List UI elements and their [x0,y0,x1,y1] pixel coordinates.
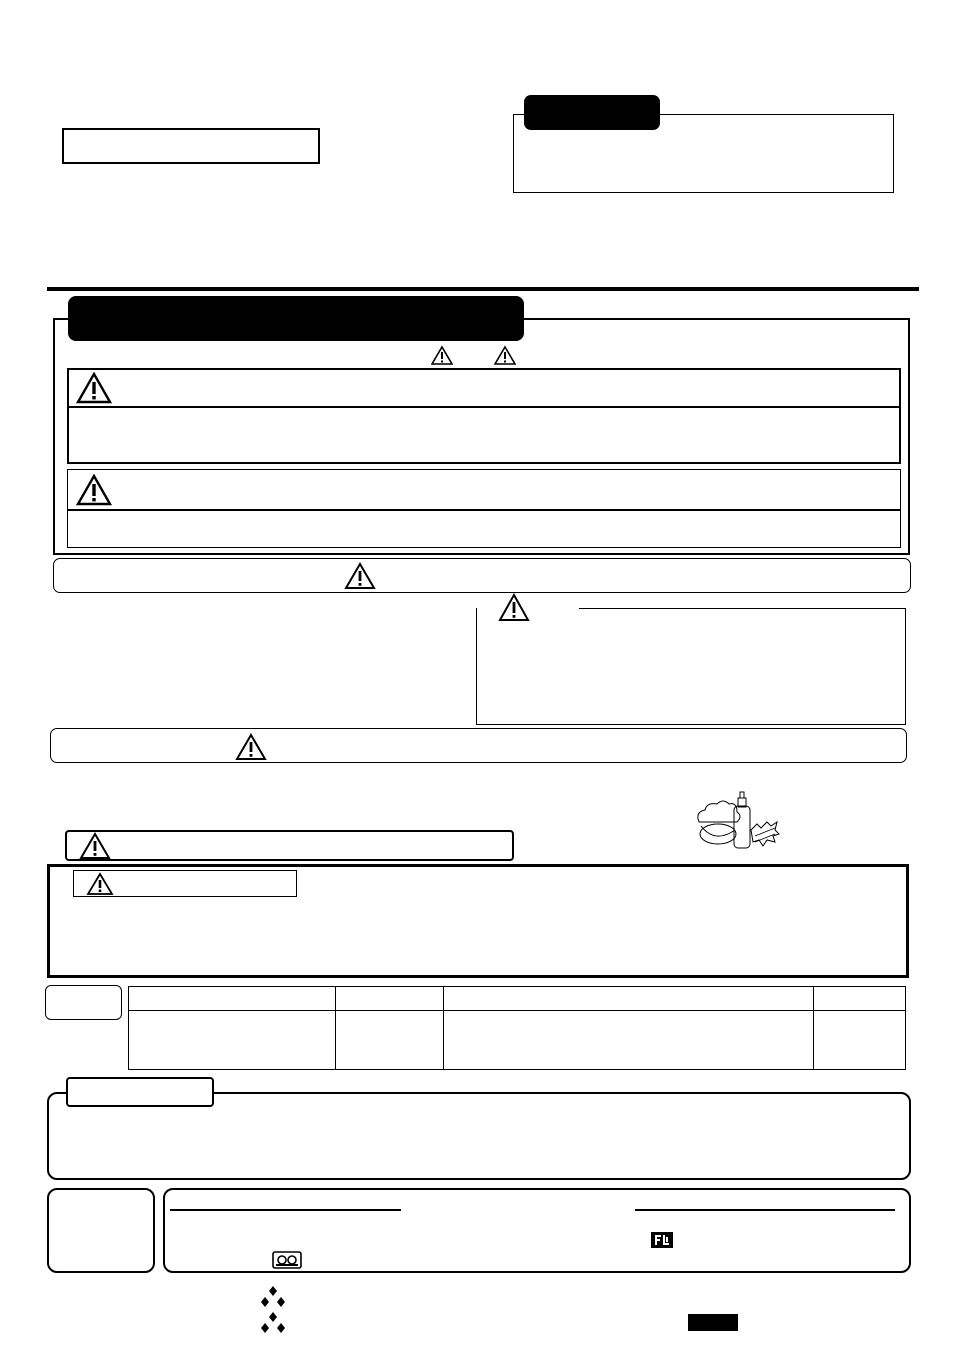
spec-table [128,986,906,1070]
mitsubishi-logo-icon-2 [259,1312,287,1334]
caution-section-bar [50,728,907,763]
info-box-label-tab [66,1077,214,1107]
contact-left-rule [170,1209,401,1211]
caution-panel-icon [498,593,530,623]
header-rule [47,287,919,291]
spec-table-col-rule-3 [813,986,814,1070]
contact-right-rule [635,1209,895,1211]
spec-table-col-rule-1 [335,986,336,1070]
mitsubishi-logo-icon [259,1286,287,1308]
warning-header-icon [76,372,112,404]
warning-section-bar [53,558,911,593]
product-caution-bar [65,830,514,861]
caution-bar-icon [235,733,267,761]
warning-icon [431,345,453,365]
notice-label-tab [524,95,660,130]
product-caution-icon [79,832,111,860]
free-dial-icon [272,1251,302,1269]
caution-panel-top-rule [579,608,906,609]
cleaning-supplies-illustration [693,786,783,858]
warning-body-box [67,406,901,464]
safety-title-tab [68,296,524,341]
caution-header-icon [76,474,112,506]
fax-icon [651,1232,673,1248]
caution-body-box [67,509,901,548]
warning-header-box [67,368,901,408]
code-label-box [688,1314,738,1331]
spec-label-box [45,985,122,1020]
warning-bar-icon [344,562,376,590]
spec-table-header-rule [128,1010,906,1011]
model-number-box [62,128,320,164]
caution-header-box [67,469,901,511]
caution-icon [494,345,516,365]
caution-panel [476,608,906,725]
caution-sublabel-icon [86,872,114,896]
spec-table-col-rule-2 [443,986,444,1070]
contact-left-box [47,1188,155,1273]
